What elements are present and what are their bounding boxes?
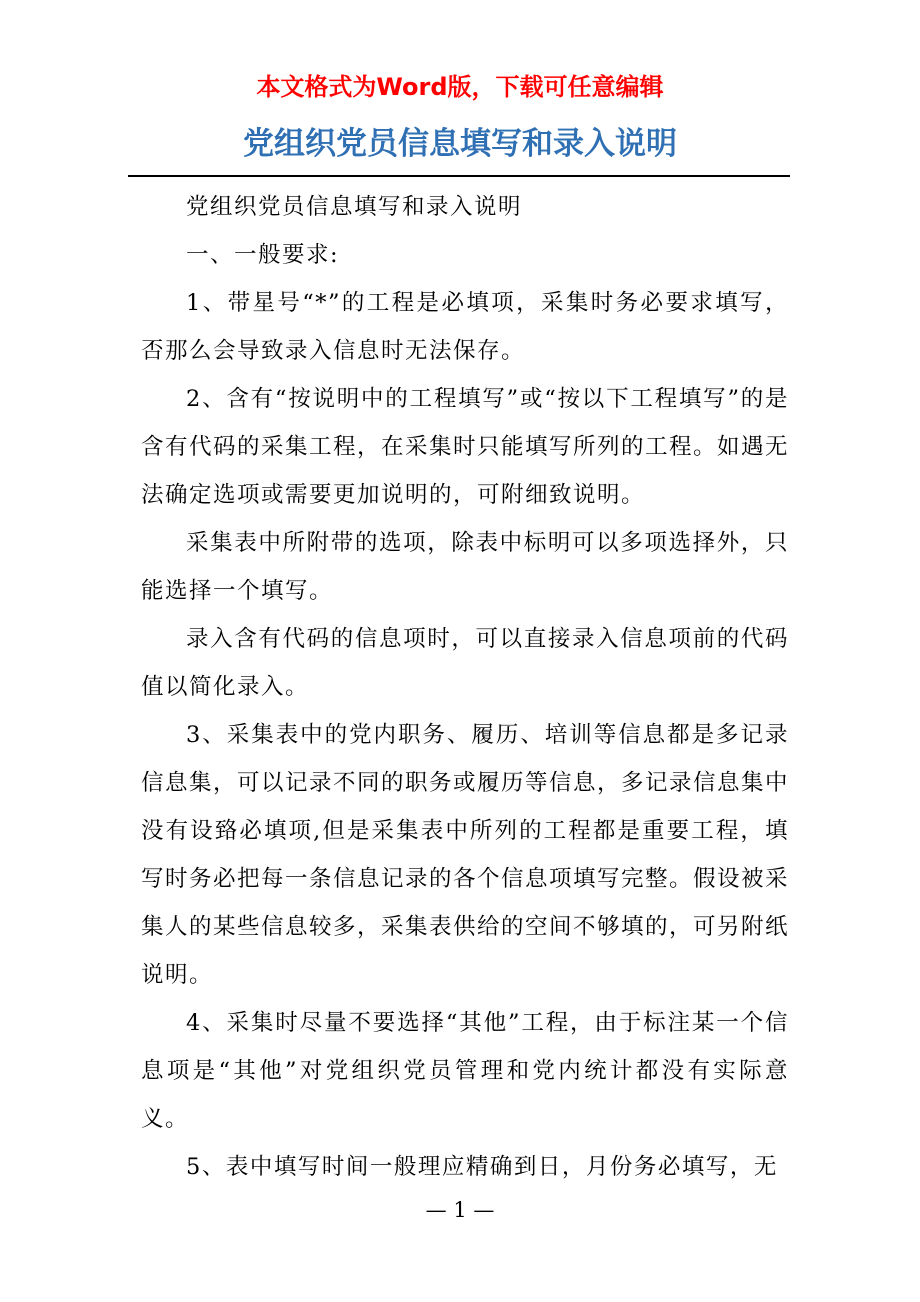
document-body [141,183,789,1191]
paragraph-rule-5: 5、表中填写时间一般理应精确到日，月份务必填写，无 [186,1154,778,1180]
paragraph-rule-4: 4、采集时尽量不要选择“其他”工程，由于标注某一个信息项是“其他”对党组织党员管理和党内统计都没有实际意义。 [141,1010,789,1132]
paragraph-code-entry: 录入含有代码的信息项时，可以直接录入信息项前的代码值以简化录入。 [141,626,789,700]
paragraph-single-choice: 采集表中所附带的选项，除表中标明可以多项选择外，只能选择一个填写。 [141,530,789,604]
paragraph-section-heading: 一、一般要求: [186,242,340,268]
paragraph-rule-2: 2、含有“按说明中的工程填写”或“按以下工程填写”的是含有代码的采集工程，在采集时只能填写所列的工程。如遇无法确定选项或需要更加说明的，可附细致说明。 [141,386,790,508]
paragraph-subtitle: 党组织党员信息填写和录入说明 [186,194,523,220]
paragraph-rule-1: 1、带星号“*”的工程是必填项，采集时务必要求填写，否那么会导致录入信息时无法保存。 [141,290,789,364]
title-divider [128,175,790,177]
paragraph-rule-3: 3、采集表中的党内职务、履历、培训等信息都是多记录信息集，可以记录不同的职务或履历等信息，多记录信息集中没有设臵必填项,但是采集表中所列的工程都是重要工程，填写时务必把每一条信息记录的各个信息项填写完整。假设被采集人的某些信息较多，采集表供给的空间不够填的，可另附纸说明。 [141,722,790,988]
format-notice-banner: 本文格式为Word版，下载可任意编辑 [256,73,664,101]
page-number: — 1 — [425,1198,495,1222]
document-title: 党组织党员信息填写和录入说明 [243,126,677,162]
